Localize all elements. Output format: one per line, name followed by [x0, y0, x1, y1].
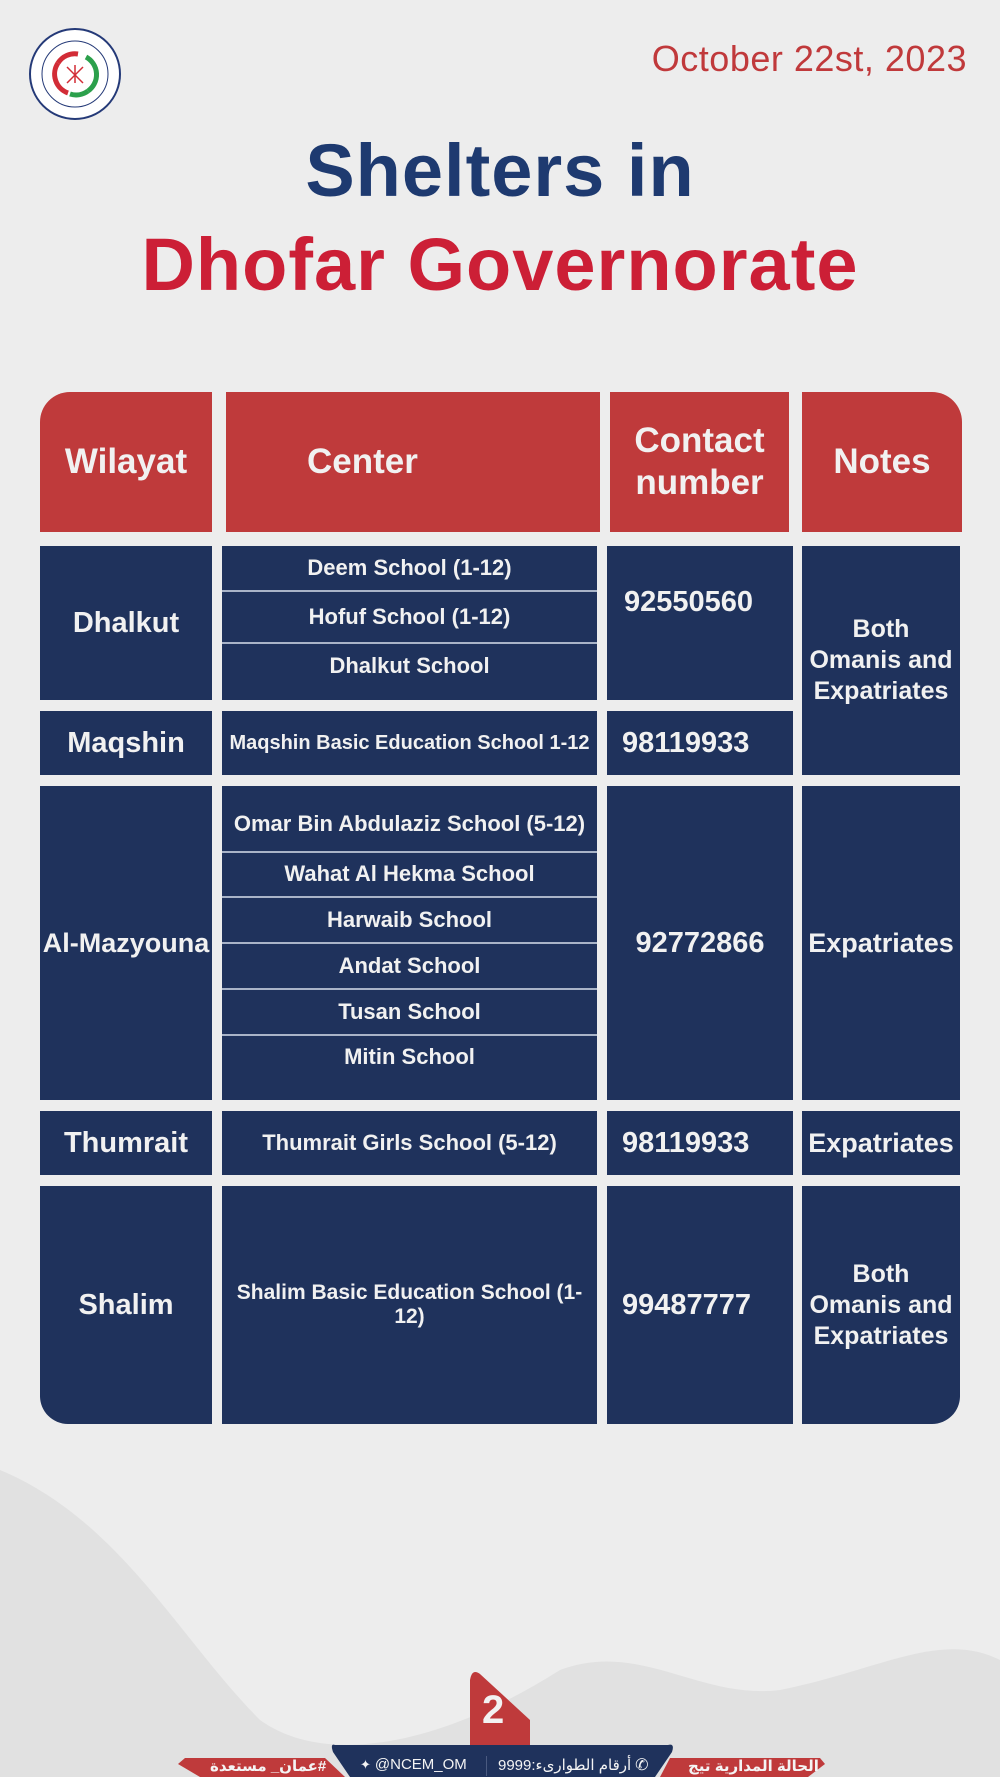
center-item: Tusan School — [338, 998, 481, 1024]
footer-separator — [486, 1756, 487, 1776]
ncem-logo — [28, 27, 122, 121]
page-number: 2 — [482, 1688, 505, 1732]
center-item: Mitin School — [344, 1044, 475, 1069]
wilayat-cell-dhalkut: Dhalkut — [40, 546, 212, 700]
phone-icon: ✆ — [635, 1757, 649, 1774]
center-item: Andat School — [338, 952, 481, 978]
column-header-wilayat: Wilayat — [40, 392, 212, 532]
emergency-numbers — [498, 1755, 649, 1775]
notes-cell-thumrait: Expatriates — [802, 1111, 960, 1175]
column-header-notes: Notes — [802, 392, 962, 532]
center-item: Dhalkut School — [329, 653, 490, 678]
center-item: Deem School (1-12) — [307, 555, 512, 580]
footer-banner — [0, 1660, 1000, 1777]
wilayat-cell-thumrait: Thumrait — [40, 1111, 212, 1175]
twitter-handle: @NCEM_OM — [374, 1756, 467, 1773]
wilayat-cell-shalim: Shalim — [40, 1186, 212, 1424]
contact-cell-dhalkut: 92550560 — [607, 546, 793, 700]
center-item: Omar Bin Abdulaziz School (5-12) — [233, 811, 586, 836]
center-cell-al-mazyouna — [222, 786, 597, 1100]
contact-cell-al-mazyouna: 92772866 — [607, 786, 793, 1100]
wilayat-cell-al-mazyouna: Al-Mazyouna — [40, 786, 212, 1100]
notes-cell-shalim: Both Omanis and Expatriates — [802, 1186, 960, 1424]
notes-cell-al-mazyouna: Expatriates — [802, 786, 960, 1100]
center-item: Harwaib School — [326, 906, 493, 932]
center-cell-shalim: Shalim Basic Education School (1-12) — [222, 1186, 597, 1424]
page-title-line1: Shelters in — [305, 129, 695, 212]
twitter-link[interactable] — [360, 1756, 467, 1773]
column-header-center: Center — [226, 392, 600, 532]
date-label: October 22st, 2023 — [651, 38, 967, 79]
contact-cell-thumrait: 98119933 — [607, 1111, 793, 1175]
wilayat-cell-maqshin: Maqshin — [40, 711, 212, 775]
center-cell-maqshin: Maqshin Basic Education School 1-12 — [222, 711, 597, 775]
hashtag-label: #عمان_ مستعدة — [210, 1758, 327, 1775]
notes-cell-dhalkut-maqshin: Both Omanis and Expatriates — [802, 546, 960, 775]
center-cell-thumrait: Thumrait Girls School (5-12) — [222, 1111, 597, 1175]
twitter-icon: ✦ — [360, 1756, 371, 1772]
center-item: Hofuf School (1-12) — [308, 603, 511, 629]
column-header-contact: Contact number — [610, 392, 789, 532]
emergency-numbers-label: أرقام الطوارىء:9999 — [498, 1757, 632, 1774]
slogan-label: الحالة المدارية تيج — [688, 1758, 819, 1775]
center-cell-dhalkut — [222, 546, 597, 700]
contact-cell-maqshin: 98119933 — [607, 711, 793, 775]
contact-cell-shalim: 99487777 — [607, 1186, 793, 1424]
center-item: Wahat Al Hekma School — [284, 861, 535, 886]
page-title-line2: Dhofar Governorate — [141, 223, 859, 306]
